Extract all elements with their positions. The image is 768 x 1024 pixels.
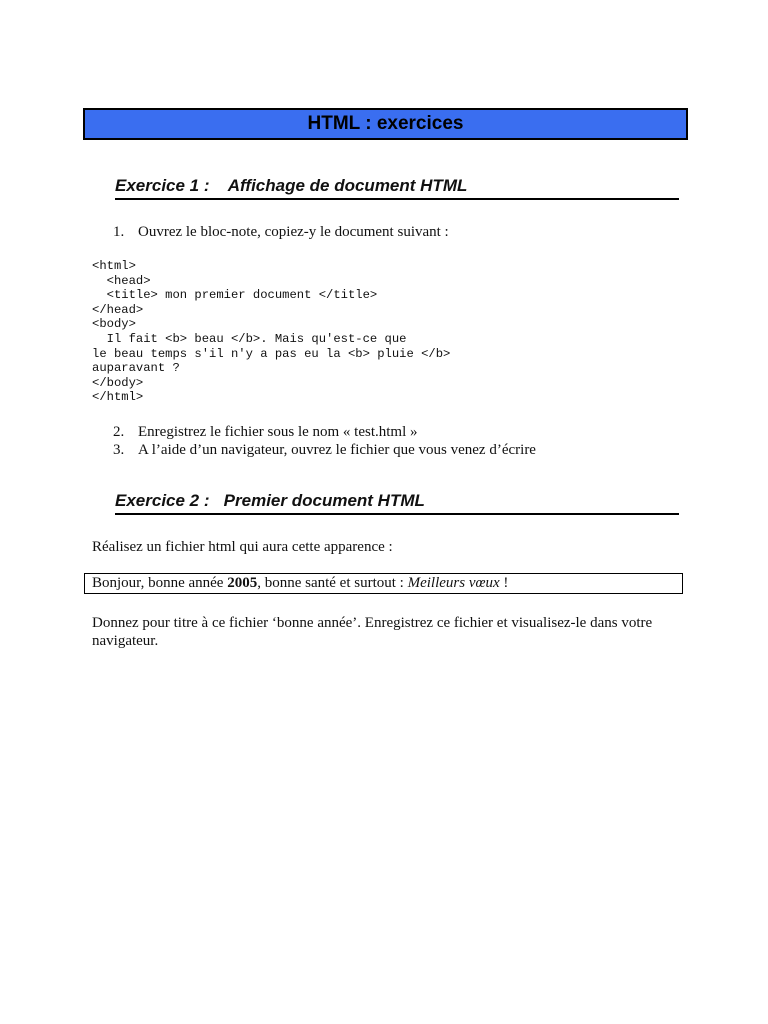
step-1 [113, 223, 449, 241]
exercise-2-intro: Réalisez un fichier html qui aura cette apparence : [92, 539, 393, 555]
code-line: Il fait <b> beau </b>. Mais qu'est-ce que [92, 331, 407, 346]
example-year: 2005 [227, 575, 258, 591]
code-line: le beau temps s'il n'y a pas eu la <b> pluie </b> [92, 346, 451, 361]
exercise-2-heading: Exercice 2 : Premier document HTML [115, 491, 679, 515]
page-title-bar [83, 108, 688, 140]
step-number: 1. [113, 224, 125, 240]
step-3 [113, 441, 536, 459]
step-text: A l’aide d’un navigateur, ouvrez le fichier que vous venez d’écrire [138, 442, 536, 458]
exercise-2-instructions: Donnez pour titre à ce fichier ‘bonne année’. Enregistrez ce fichier et visualisez-le dans votre navigateur. [92, 615, 653, 649]
exercise-1-heading: Exercice 1 : Affichage de document HTML [115, 176, 679, 200]
code-line: <body> [92, 317, 136, 332]
code-line: <title> mon premier document </title> [92, 288, 378, 303]
code-line: <html> [92, 259, 136, 273]
code-line: auparavant ? [92, 361, 180, 376]
code-line: <head> [92, 273, 151, 288]
step-number: 3. [113, 442, 125, 458]
example-text: ! [499, 575, 509, 591]
page-title: HTML : exercices [307, 113, 464, 134]
code-line: </body> [92, 375, 144, 390]
code-line: </html> [92, 390, 144, 405]
code-block [92, 259, 450, 405]
example-emphasis: Meilleurs vœux [407, 575, 500, 591]
code-line: </head> [92, 302, 144, 317]
step-2 [113, 423, 418, 441]
step-text: Ouvrez le bloc-note, copiez-y le document suivant : [138, 224, 449, 240]
example-text: Bonjour, bonne année [92, 575, 228, 591]
example-output-box [84, 573, 683, 594]
example-text: , bonne santé et surtout : [257, 575, 408, 591]
step-text: Enregistrez le fichier sous le nom « test.html » [138, 424, 418, 440]
step-number: 2. [113, 424, 125, 440]
